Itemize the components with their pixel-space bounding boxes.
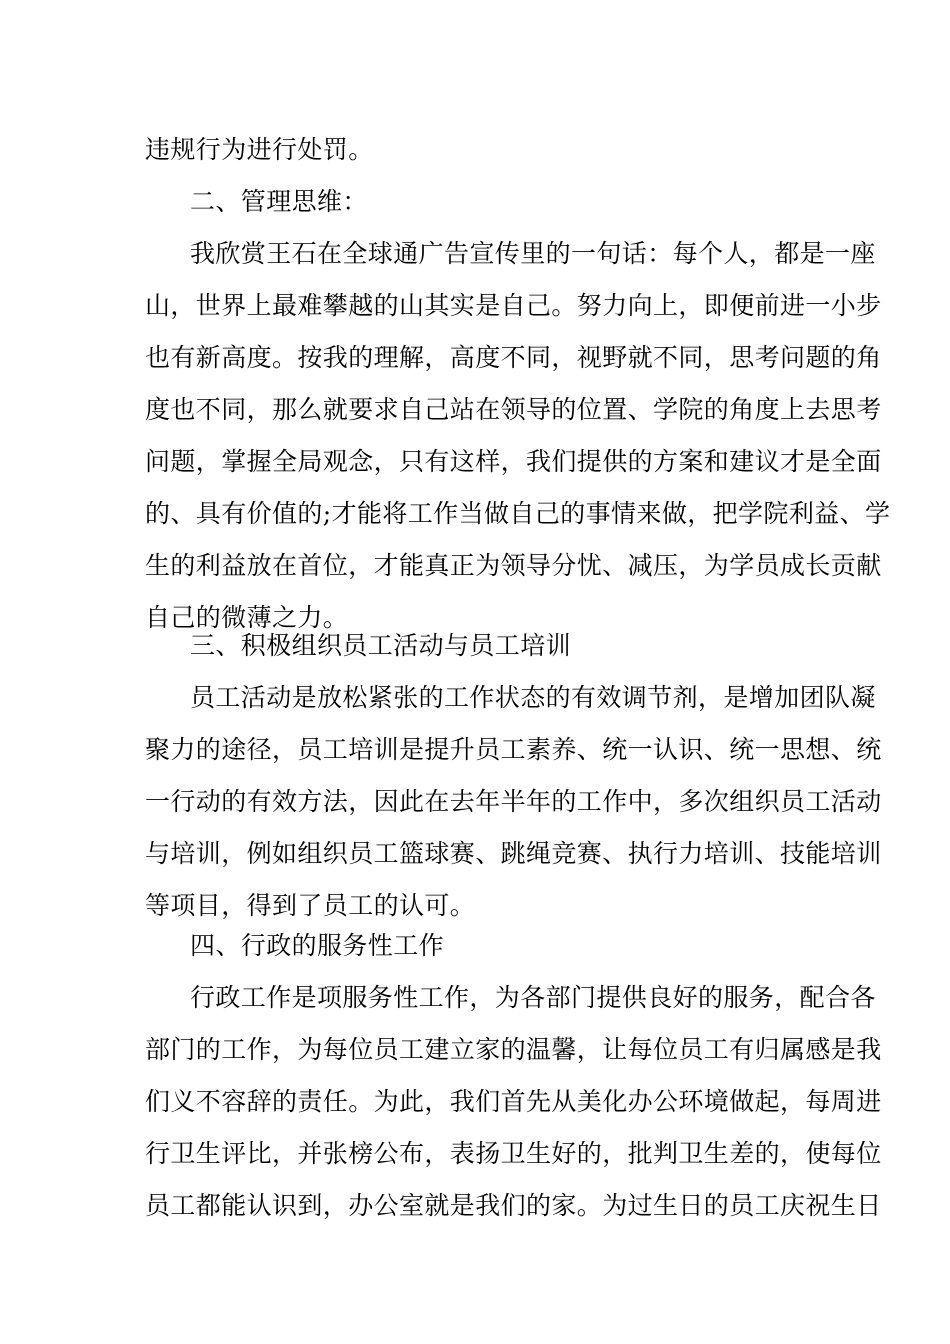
paragraph-line: 违规行为进行处罚。	[145, 135, 374, 164]
paragraph-line: 的、具有价值的;才能将工作当做自己的事情来做，把学院利益、学	[145, 499, 891, 528]
section-heading: 二、管理思维：	[190, 187, 368, 216]
paragraph-line: 员工活动是放松紧张的工作状态的有效调节剂，是增加团队凝	[190, 683, 876, 712]
paragraph-line: 生的利益放在首位，才能真正为领导分忧、减压，为学员成长贡献	[145, 551, 882, 580]
paragraph-line: 与培训，例如组织员工篮球赛、跳绳竞赛、执行力培训、技能培训	[145, 839, 882, 868]
paragraph-line: 等项目，得到了员工的认可。	[145, 891, 476, 920]
paragraph-line: 自己的微薄之力。	[145, 603, 349, 632]
paragraph-line: 部门的工作，为每位员工建立家的温馨，让每位员工有归属感是我	[145, 1035, 882, 1064]
paragraph-line: 行政工作是项服务性工作，为各部门提供良好的服务，配合各	[190, 983, 876, 1012]
paragraph-line: 我欣赏王石在全球通广告宣传里的一句话：每个人，都是一座	[190, 239, 876, 268]
paragraph-line: 山，世界上最难攀越的山其实是自己。努力向上，即便前进一小步	[145, 291, 882, 320]
paragraph-line: 也有新高度。按我的理解，高度不同，视野就不同，思考问题的角	[145, 343, 882, 372]
paragraph-line: 们义不容辞的责任。为此，我们首先从美化办公环境做起，每周进	[145, 1087, 882, 1116]
paragraph-line: 聚力的途径，员工培训是提升员工素养、统一认识、统一思想、统	[145, 735, 882, 764]
paragraph-line: 一行动的有效方法，因此在去年半年的工作中，多次组织员工活动	[145, 787, 882, 816]
paragraph-line: 行卫生评比，并张榜公布，表扬卫生好的，批判卫生差的，使每位	[145, 1139, 882, 1168]
section-heading: 四、行政的服务性工作	[190, 931, 445, 960]
paragraph-line: 问题，掌握全局观念，只有这样，我们提供的方案和建议才是全面	[145, 447, 882, 476]
paragraph-line: 度也不同，那么就要求自己站在领导的位置、学院的角度上去思考	[145, 395, 882, 424]
section-heading: 三、积极组织员工活动与员工培训	[190, 631, 572, 660]
paragraph-line: 员工都能认识到，办公室就是我们的家。为过生日的员工庆祝生日	[145, 1191, 882, 1220]
